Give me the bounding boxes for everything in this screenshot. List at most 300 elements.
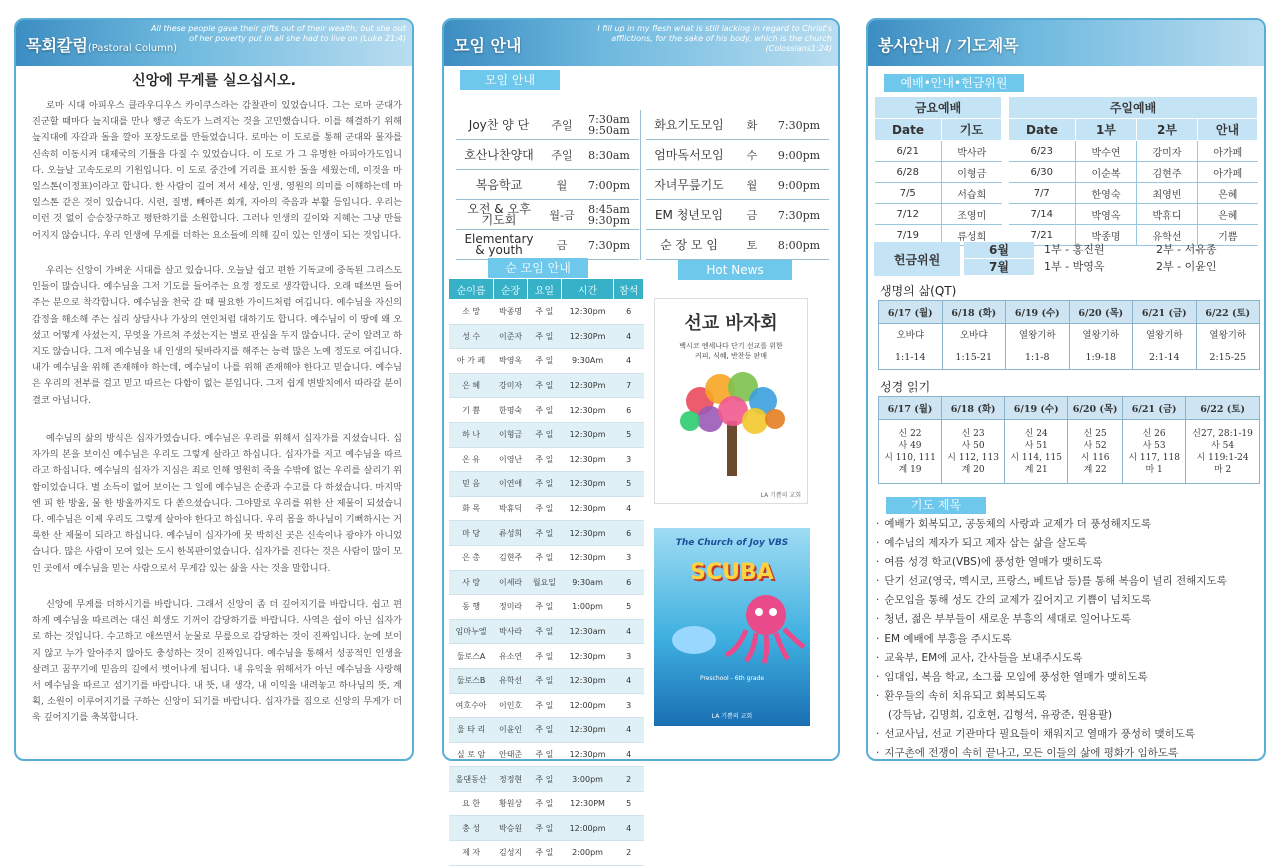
qt-cell [1006, 324, 1070, 370]
table-cell: 이순복 [1076, 162, 1137, 183]
table-cell: 주 일 [527, 767, 561, 792]
qt-verse: 2:15-25 [1209, 351, 1247, 363]
table-cell: 화 목 [449, 496, 494, 521]
table-cell: 12:30Pm [561, 324, 613, 349]
reading-table [878, 396, 1260, 484]
table-cell: 안태준 [494, 742, 528, 767]
vbs-poster [654, 528, 810, 726]
table-cell: 둘로스A [449, 644, 494, 669]
reading-date-header: 6/21 (금) [1123, 397, 1186, 420]
list-item: · 청년, 젊은 부부들이 새로운 부흥의 세대로 일어나도록 [876, 610, 1261, 629]
table-cell: 6 [614, 521, 644, 546]
table-cell: 주 일 [527, 447, 561, 472]
list-item: · 순모임을 통해 성도 간의 교제가 깊어지고 기쁨이 넘치도록 [876, 591, 1261, 610]
table-cell: 기 쁨 [449, 398, 494, 423]
table-cell: 12:30Pm [561, 373, 613, 398]
reading-date-header: 6/18 (화) [942, 397, 1005, 420]
qt-book: 열왕기하 [1018, 329, 1056, 341]
meeting-row [646, 230, 829, 260]
table-cell: 류성희 [494, 521, 528, 546]
meeting-row [456, 170, 639, 200]
qt-cell [942, 324, 1006, 370]
table-cell: 실 로 암 [449, 742, 494, 767]
reading-date-header: 6/17 (월) [879, 397, 942, 420]
table-cell: 강미자 [494, 373, 528, 398]
reading-cell: 신 26 사 53 시 117, 118 마 1 [1123, 420, 1186, 484]
table-cell: 4 [614, 718, 644, 743]
table-cell: 주 일 [527, 718, 561, 743]
table-cell: 은혜 [1198, 204, 1258, 225]
table-cell: 12:30pm [561, 300, 613, 325]
reading-label: 성경 읽기 [880, 380, 931, 394]
sunday-service-title: 주일예배 [1009, 97, 1258, 119]
table-cell: 충 성 [449, 816, 494, 841]
table-row [449, 472, 644, 497]
meetings-divider [640, 110, 641, 260]
soon-table-header: 참석 [614, 279, 644, 300]
qt-verse: 2:1-14 [1148, 351, 1180, 363]
table-cell: 황원상 [494, 791, 528, 816]
table-cell: 7/5 [875, 183, 942, 204]
soon-table-header: 시간 [561, 279, 613, 300]
table-cell: 둘로스B [449, 668, 494, 693]
meeting-time: 7:30pm [777, 118, 821, 132]
table-cell: 정정현 [494, 767, 528, 792]
table-cell: 박사라 [942, 141, 1002, 162]
table-cell: 임마누엘 [449, 619, 494, 644]
table-row [875, 204, 1002, 225]
table-cell: 박수연 [1076, 141, 1137, 162]
reading-cell: 신27, 28:1-19 사 54 시 119:1-24 마 2 [1186, 420, 1260, 484]
prayer-list [876, 515, 1261, 763]
qt-verse: 1:15-21 [955, 351, 993, 363]
table-cell: 12:30pm [561, 447, 613, 472]
soon-table [448, 278, 644, 866]
table-cell: 5 [614, 791, 644, 816]
table-cell: 성 수 [449, 324, 494, 349]
table-cell: 믿 음 [449, 472, 494, 497]
table-cell: 김현주 [1137, 162, 1198, 183]
list-item: · 선교사님, 선교 기관마다 필요들이 채워지고 열매가 풍성히 맺히도록 [876, 725, 1261, 744]
table-cell: 7 [614, 373, 644, 398]
table-cell: 7/19 [875, 225, 942, 246]
table-cell: 4 [614, 816, 644, 841]
table-cell: 7/21 [1009, 225, 1076, 246]
table-cell: 2 [614, 767, 644, 792]
table-row [875, 162, 1002, 183]
table-cell: 5 [614, 422, 644, 447]
table-cell: 박영옥 [494, 349, 528, 374]
table-cell: 동 행 [449, 595, 494, 620]
table-cell: 주 일 [527, 668, 561, 693]
qt-cell [1069, 324, 1133, 370]
meeting-name: Elementary & youth [464, 232, 534, 257]
table-row [449, 570, 644, 595]
table-cell: 4 [614, 324, 644, 349]
meeting-name: 순 장 모 임 [660, 237, 718, 252]
table-row [449, 373, 644, 398]
table-cell: 유학선 [494, 668, 528, 693]
meeting-name: 자녀무릎기도 [654, 177, 724, 192]
table-cell: 3 [614, 447, 644, 472]
service-header [868, 20, 1264, 66]
table-cell: 서습희 [942, 183, 1002, 204]
table-row [449, 742, 644, 767]
table-cell: 3 [614, 545, 644, 570]
meeting-row [456, 110, 639, 140]
table-cell: 은혜 [1198, 183, 1258, 204]
sunday-header: 안내 [1198, 119, 1258, 141]
meeting-name: 화요기도모임 [654, 117, 724, 132]
list-item: · 환우들의 속히 치유되고 회복되도록 [876, 687, 1261, 706]
header-verse: I fill up in my flesh what is still lacking in regard to Christ's afflictions, for the sake of his body, which is the church (Colossians1:24) [597, 24, 832, 53]
table-cell: 제 자 [449, 841, 494, 866]
table-row [449, 841, 644, 866]
qt-date-header: 6/19 (수) [1006, 301, 1070, 324]
meetings-header-title: 모임 안내 [454, 36, 522, 55]
table-cell: 3:00pm [561, 767, 613, 792]
table-cell: 김성지 [494, 841, 528, 866]
column-paragraph: 로마 시대 아피우스 클라우디우스 카이쿠스라는 감찰관이 있었습니다. 그는 로마 군대가 진군할 때마다 늪지대를 만나 행군 속도가 느려지는 것을 고민했습니다. 이를 해결하기 위해 늪지대에 자갈과 돌을 깔아 포장도로를 만들었습니다. 로마는 이 도로를 통해 군대와 물자를 신속히 이동시켜 대제국의 기틀을 다질 수 있었습니다. 이 도로 가 그 유명한 아피아가도입니다. 오늘날 고속도로의 기원입니다. 이 도로 중간에 거리를 표시한 돌을 세웠는데, 이것을 마일스톤(이정표)이라고 합니다. 한 사람이 길어 져서 세상, 인생, 영원의 의미를 이해하는데 마일스톤 같은 것이 있습니다. 시련, 질병, 빼아픈 회개, 자아의 죽음과 부활 등입니다. 우리는 이런 것 없이 승승장구하고 평탄하기를 소원합니다. 그러나 인생의 깊이와 지혜는 그냥 만들어지지 않습니다. 우리 인생에 무게를 더하는 요소들에 의해 깊이 있는 인생이 되는 것입니다. [32, 100, 402, 241]
friday-header: 기도 [942, 119, 1002, 141]
offering-second: 2부 - 이윤인 [1156, 260, 1217, 273]
meeting-day: 금 [746, 208, 758, 222]
meeting-time: 9:00pm [777, 178, 821, 192]
table-cell: 이영난 [494, 447, 528, 472]
qt-date-header: 6/20 (목) [1069, 301, 1133, 324]
offering-label: 헌금위원 [874, 242, 960, 276]
table-row [449, 521, 644, 546]
table-cell: 6/21 [875, 141, 942, 162]
table-cell: 주 일 [527, 422, 561, 447]
meeting-name: 호산나찬양대 [464, 147, 534, 162]
meeting-time: 8:00pm [777, 238, 821, 252]
table-row [1009, 183, 1258, 204]
table-cell: 유소연 [494, 644, 528, 669]
table-row [449, 816, 644, 841]
table-cell: 주 일 [527, 791, 561, 816]
list-item: · 단기 선교(영국, 멕시코, 프랑스, 베트남 등)를 통해 복음이 널리 전해지도록 [876, 572, 1261, 591]
table-cell: 12:30PM [561, 791, 613, 816]
meeting-row [646, 200, 829, 230]
service-prayer-panel [866, 18, 1266, 761]
table-row [875, 141, 1002, 162]
meeting-time: 9:00pm [777, 148, 821, 162]
table-cell: 4 [614, 619, 644, 644]
pastoral-column-panel [14, 18, 414, 761]
table-cell: 이형금 [494, 422, 528, 447]
offering-first: 1부 - 박영옥 [1044, 260, 1105, 273]
vbs-poster-church: LA 기쁨의 교회 [711, 713, 753, 720]
table-cell: 12:30pm [561, 718, 613, 743]
friday-service-title: 금요예배 [875, 97, 1002, 119]
table-cell: 올댄동산 [449, 767, 494, 792]
qt-cell [879, 324, 943, 370]
meetings-panel [442, 18, 840, 858]
table-cell: 4 [614, 742, 644, 767]
table-cell: 1:00pm [561, 595, 613, 620]
table-cell: 9:30Am [561, 349, 613, 374]
table-row [449, 693, 644, 718]
column-header-title: 목회칼럼(Pastoral Column) [26, 36, 178, 55]
table-cell: 주 일 [527, 472, 561, 497]
meeting-row [646, 140, 829, 170]
table-cell: 4 [614, 668, 644, 693]
table-cell: 2 [614, 841, 644, 866]
meeting-row [646, 170, 829, 200]
table-row [449, 496, 644, 521]
service-section-label: 예배•안내•헌금위원 [884, 74, 1024, 92]
header-verse: All these people gave their gifts out of their wealth; but she out of her poverty put in all she had to live on (Luke 21:4) [151, 24, 406, 43]
table-row [449, 644, 644, 669]
table-cell: 소 망 [449, 300, 494, 325]
table-row [449, 300, 644, 325]
meeting-row [456, 230, 639, 260]
vbs-logo: SCUBA [690, 560, 774, 585]
sunday-header: Date [1009, 119, 1076, 141]
qt-book: 열왕기하 [1145, 329, 1183, 341]
octopus-illustration [654, 585, 810, 665]
table-cell: 6 [614, 398, 644, 423]
soon-table-header: 요일 [527, 279, 561, 300]
hot-news-label: Hot News [678, 260, 792, 280]
table-cell: 박휴디 [1137, 204, 1198, 225]
offering-first: 1부 - 홍진원 [1044, 243, 1105, 256]
table-cell: 조영미 [942, 204, 1002, 225]
meeting-time: 8:45am 9:30pm [587, 203, 631, 227]
table-cell: 정미라 [494, 595, 528, 620]
table-cell: 최영빈 [1137, 183, 1198, 204]
table-cell: 12:00pm [561, 816, 613, 841]
bazaar-poster-church: LA 기쁨의 교회 [760, 492, 801, 499]
table-cell: 울 타 리 [449, 718, 494, 743]
table-cell: 12:30pm [561, 668, 613, 693]
table-cell: 6 [614, 300, 644, 325]
table-cell: 주 일 [527, 324, 561, 349]
qt-verse: 1:1-8 [1024, 351, 1050, 363]
table-row [449, 447, 644, 472]
meeting-time: 7:30am 9:50am [588, 113, 630, 137]
table-cell: 박종명 [1076, 225, 1137, 246]
table-cell: 마 당 [449, 521, 494, 546]
table-cell: 9:30am [561, 570, 613, 595]
table-cell: 7/7 [1009, 183, 1076, 204]
list-item: · 예수님의 제자가 되고 제자 삼는 삶을 살도록 [876, 534, 1261, 553]
table-cell: 주 일 [527, 521, 561, 546]
table-cell: 주 일 [527, 644, 561, 669]
qt-date-header: 6/22 (토) [1196, 301, 1260, 324]
table-cell: 6/23 [1009, 141, 1076, 162]
reading-cell: 신 23 사 50 시 112, 113 계 20 [942, 420, 1005, 484]
table-cell: 강미자 [1137, 141, 1198, 162]
column-header [16, 20, 412, 66]
table-cell: 주 일 [527, 349, 561, 374]
reading-cell: 신 25 사 52 시 116 계 22 [1068, 420, 1123, 484]
table-cell: 6 [614, 570, 644, 595]
table-cell: 12:30pm [561, 545, 613, 570]
table-cell: 아 가 페 [449, 349, 494, 374]
table-cell: 박영옥 [1076, 204, 1137, 225]
meeting-row [456, 200, 639, 230]
table-cell: 한영숙 [1076, 183, 1137, 204]
soon-table-header: 순장 [494, 279, 528, 300]
table-row [1009, 204, 1258, 225]
table-cell: 12:30pm [561, 398, 613, 423]
table-cell: 류성희 [942, 225, 1002, 246]
reading-cell: 신 24 사 51 시 114, 115 계 21 [1005, 420, 1068, 484]
meeting-row [456, 140, 639, 170]
table-cell: 3 [614, 693, 644, 718]
column-title: 신앙에 무게를 실으십시오. [132, 73, 296, 89]
friday-header: Date [875, 119, 942, 141]
table-cell: 주 일 [527, 496, 561, 521]
table-row [449, 595, 644, 620]
prayer-label: 기도 제목 [886, 497, 986, 514]
soon-table-header: 순이름 [449, 279, 494, 300]
table-cell: 은 총 [449, 545, 494, 570]
table-cell: 은 혜 [449, 373, 494, 398]
meeting-day: 월 [556, 178, 568, 192]
qt-book: 열왕기하 [1209, 329, 1247, 341]
reading-date-header: 6/19 (수) [1005, 397, 1068, 420]
table-row [449, 668, 644, 693]
list-item: · EM 예배에 부흥을 주시도록 [876, 630, 1261, 649]
meeting-time: 8:30am [588, 148, 630, 162]
list-item: · 교육부, EM에 교사, 간사들을 보내주시도록 [876, 649, 1261, 668]
meeting-name: EM 청년모임 [654, 207, 724, 222]
table-cell: 하 나 [449, 422, 494, 447]
table-row [1009, 162, 1258, 183]
qt-book: 오바댜 [896, 329, 925, 341]
table-cell: 주 일 [527, 373, 561, 398]
meeting-time: 7:30pm [587, 238, 631, 252]
bazaar-poster-title: 선교 바자회 [684, 313, 778, 334]
table-row [449, 767, 644, 792]
bazaar-poster-sub: 백시코 엔세나다 단기 선교를 위한 커피, 식혜, 반찬등 판매 [679, 342, 783, 360]
meeting-day: 월 [746, 178, 758, 192]
table-cell: 박휴딕 [494, 496, 528, 521]
table-cell: 박사라 [494, 619, 528, 644]
table-cell: 주 일 [527, 300, 561, 325]
table-cell: 5 [614, 595, 644, 620]
table-cell: 유학선 [1137, 225, 1198, 246]
qt-verse: 1:9-18 [1085, 351, 1117, 363]
qt-table [878, 300, 1260, 370]
table-cell: 주 일 [527, 693, 561, 718]
vbs-poster-detail: Preschool - 6th grade [699, 675, 765, 682]
reading-date-header: 6/20 (목) [1068, 397, 1123, 420]
table-row [449, 619, 644, 644]
qt-date-header: 6/17 (월) [879, 301, 943, 324]
meeting-time: 7:30pm [777, 208, 821, 222]
meeting-name: 오전 & 오후 기도회 [467, 202, 531, 227]
table-cell: 김현주 [494, 545, 528, 570]
sunday-service-table [1008, 96, 1258, 246]
qt-date-header: 6/21 (금) [1133, 301, 1197, 324]
table-cell: 5 [614, 472, 644, 497]
sunday-header: 2부 [1137, 119, 1198, 141]
table-cell: 이준자 [494, 324, 528, 349]
reading-date-header: 6/22 (토) [1186, 397, 1260, 420]
table-cell: 요 한 [449, 791, 494, 816]
table-cell: 이형금 [942, 162, 1002, 183]
heart-tree-illustration [655, 361, 809, 481]
meeting-day: 금 [556, 238, 568, 252]
soon-section-label: 순 모임 안내 [488, 258, 588, 278]
table-cell: 이인호 [494, 693, 528, 718]
meeting-day: 월-금 [549, 208, 575, 222]
meeting-time: 7:00pm [587, 178, 631, 192]
table-cell: 온 유 [449, 447, 494, 472]
table-row [449, 791, 644, 816]
offering-month: 6월 [964, 242, 1034, 258]
table-cell: 7/12 [875, 204, 942, 225]
meeting-day: 주일 [551, 148, 573, 162]
qt-cell [1196, 324, 1260, 370]
table-cell: 4 [614, 349, 644, 374]
meeting-name: 엄마독서모임 [654, 147, 724, 162]
table-cell: 6/30 [1009, 162, 1076, 183]
list-item: · 지구촌에 전쟁이 속히 끝나고, 모든 이들의 삶에 평화가 임하도록 [876, 744, 1261, 763]
list-item: (강득남, 김명희, 김호현, 김형석, 유광준, 원용팔) [888, 708, 1113, 721]
qt-label: 생명의 삶(QT) [880, 284, 957, 298]
qt-date-header: 6/18 (화) [942, 301, 1006, 324]
table-cell: 주 일 [527, 619, 561, 644]
table-cell: 주 일 [527, 595, 561, 620]
meeting-day: 토 [746, 238, 758, 252]
column-paragraph: 예수님의 삶의 방식은 십자가였습니다. 예수님은 우리를 위해서 십자가를 지셨습니다. 십자가의 본을 보이신 예수님은 우리도 그렇게 살라고 하십니다. 십자가를 지고 예수님을 따르라고 하십니다. 예수님의 십자가 지심은 죄로 인해 영원히 죽을 수밖에 없는 우리를 살리기 위함이었습니다. 별 소득이 없어 보이는 그 일에 예수님은 순종과 수고를 다 하셨습니다. 마지막엔 피 한 방울, 물 한 방울까지도 다 쏟으셨습니다. 그야말로 우리를 위한 산 제물이 되셨습니다. 예수님은 이제 우리도 그렇게 살아야 한다고 하십니다. 우리 몸을 하나님이 기뻐하시는 거룩한 산 제물이 되라고 하십니다. 예수님이 십자가에 못 박히신 곳은 신속이나 광야가 아니었습니다. 많은 사람이 모여 있는 도시 한복판이었습니다. 십자가를 진다는 것은 사람이 많이 모인 곳에서 예수님을 믿는 사람으로서 무게감 있는 삶을 사는 것을 말합니다. [32, 433, 402, 574]
table-cell: 12:30pm [561, 496, 613, 521]
qt-cell [1133, 324, 1197, 370]
table-cell: 주 일 [527, 545, 561, 570]
table-cell: 12:30pm [561, 521, 613, 546]
column-paragraph: 신앙에 무게를 더하시기를 바랍니다. 그래서 신앙이 좀 더 깊어지기를 바랍니다. 쉽고 편하게 예수님을 따르려는 대신 희생도 기꺼이 감당하기를 바랍니다. 사역은 쉽이 아닌 십자가로 하는 것입니다. 수고하고 애쓰면서 눈물로 무릎으로 감당하는 것이 진짜입니다. 눈에 보이지 않고 누가 알아주지 않아도 충성하는 것이 진짜입니다. 예수님을 통해서 성공적인 인생을 살려고 꿈꾸기에 믿음의 길에서 벗어나게 됩니다. 내 유익을 위해서가 아닌 예수님을 사랑해서 예수님을 따르고 섬기기를 바랍니다. 내 뜻, 내 생각, 내 이익을 내려놓고 하나님의 뜻, 계획, 소원이 이루어지기를 구하는 신앙이 되기를 바랍니다. 십자가를 짐으로 신앙의 무게가 더욱 깊어지기를 축복합니다. [32, 599, 402, 724]
table-cell: 12:30am [561, 619, 613, 644]
table-cell: 7/14 [1009, 204, 1076, 225]
qt-book: 오바댜 [959, 329, 988, 341]
meeting-day: 주일 [551, 118, 573, 132]
friday-service-table [874, 96, 1002, 246]
table-cell: 한명숙 [494, 398, 528, 423]
table-cell: 6/28 [875, 162, 942, 183]
table-cell: 4 [614, 496, 644, 521]
table-cell: 3 [614, 644, 644, 669]
table-row [449, 718, 644, 743]
sunday-header: 1부 [1076, 119, 1137, 141]
table-row [449, 545, 644, 570]
table-cell: 주 일 [527, 398, 561, 423]
table-cell: 여호수아 [449, 693, 494, 718]
table-cell: 사 랑 [449, 570, 494, 595]
reading-cell: 신 22 사 49 시 110, 111 계 19 [879, 420, 942, 484]
table-row [449, 324, 644, 349]
list-item: · 임대임, 복음 학교, 소그룹 모임에 풍성한 열매가 맺히도록 [876, 668, 1261, 687]
column-paragraph: 우리는 신앙이 가벼운 시대를 살고 있습니다. 오늘날 쉽고 편한 기독교에 중독된 그리스도인들이 많습니다. 예수님을 그저 기도를 들어주는 요정 정도로 생각합니다. 오래 때쓰면 들어주는 분으로 착각합니다. 예수님을 천국 갈 때 필요한 가이드처럼 여깁니다. 예수님을 자신의 감정을 해소해 주는 심리 상담사나 가상의 연인처럼 대하기도 합니다. 예수님이 이 땅에 왜 오셨고 어떻게 사셨는지, 무엇을 가르쳐 주셨는지는 별로 관심을 두지 않습니다. 굳이 알려고 하지도 않습니다. 그저 예수님을 내 인생의 뒷바라지를 해주는 능력 많은 노예 정도로 여깁니다. 내가 예수님을 위해 존재해야 하는데, 예수님이 나를 위해 존재해야 한다고 믿습니다. 예수님은 우리의 전부를 걸고 믿고 따르는 다함이 없는 분입니다. 그저 쉽게 변발치에서 따라갈 분이 결코 아닙니다. [32, 265, 402, 406]
table-cell: 주 일 [527, 816, 561, 841]
table-row [449, 349, 644, 374]
table-cell: 12:30pm [561, 644, 613, 669]
table-cell: 아가페 [1198, 141, 1258, 162]
meetings-header [444, 20, 838, 66]
table-row [449, 398, 644, 423]
table-cell: 12:30pm [561, 472, 613, 497]
table-cell: 이윤인 [494, 718, 528, 743]
table-cell: 이연애 [494, 472, 528, 497]
table-cell: 2:00pm [561, 841, 613, 866]
table-cell: 주 일 [527, 841, 561, 866]
vbs-poster-title: The Church of Joy VBS [675, 538, 789, 548]
meeting-name: 복음학교 [475, 177, 523, 192]
